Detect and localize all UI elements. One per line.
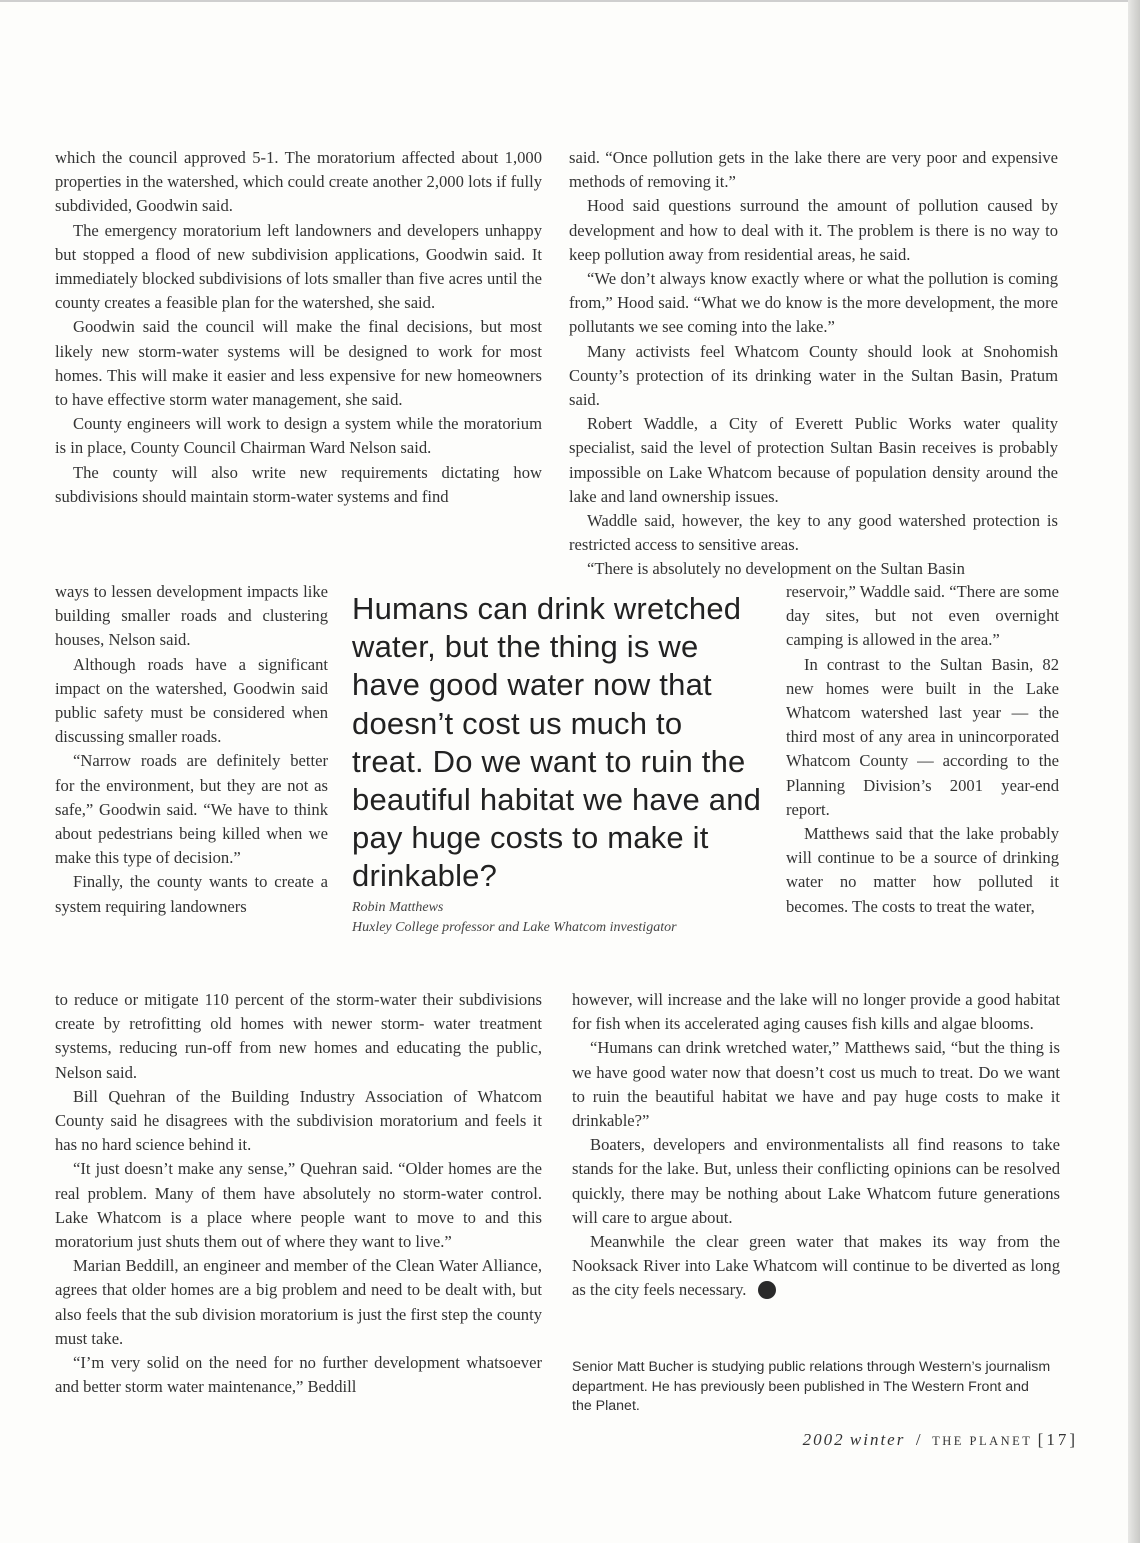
right-column-bottom [572, 988, 1060, 1303]
page-edge-shadow [1128, 0, 1140, 1543]
paragraph: “It just doesn’t make any sense,” Quehran said. “Older homes are the real problem. Many of them have absolutely no storm-water control. Lake Whatcom is a place where people want to move to and this moratorium just shuts them out of where they want to live.” [55, 1159, 542, 1252]
paragraph: reservoir,” Waddle said. “There are some day sites, but not even overnight camping is allowed in the area.” [786, 582, 1059, 650]
paragraph: “There is absolutely no development on the Sultan Basin [587, 559, 965, 579]
folio-page-number: [17] [1037, 1430, 1078, 1449]
paragraph: “I’m very solid on the need for no further development whatsoever and better storm water maintenance,” Beddill [55, 1353, 542, 1397]
paragraph: Waddle said, however, the key to any good watershed protection is restricted access to sensitive areas. [569, 511, 1058, 555]
pull-quote-text: Humans can drink wretched water, but the thing is we have good water now that doesn’t cost us much to treat. Do we want to ruin the beautiful habitat we have and pay huge costs to make it drinkable? [352, 591, 762, 894]
paragraph: Goodwin said the council will make the final decisions, but most likely new storm-water systems will be designed to work for most homes. This will make it easier and less expensive for new homeowners to have effective storm water management, she said. [55, 317, 542, 410]
paragraph-final [572, 1230, 1060, 1303]
folio-season: winter [849, 1430, 906, 1449]
paragraph: Boaters, developers and environmentalists all find reasons to take stands for the lake. But, unless their conflicting opinions can be resolved quickly, there may be nothing about Lake Whatcom future generations will care to argue about. [572, 1135, 1060, 1227]
left-column-top [55, 146, 542, 509]
pull-quote [352, 590, 762, 938]
page-top-border [0, 0, 1140, 2]
paragraph: Matthews said that the lake probably will continue to be a source of drinking water no matter how polluted it becomes. The costs to treat the water, [786, 824, 1059, 916]
pull-quote-attribution-name: Robin Matthews [352, 899, 444, 915]
paragraph: to reduce or mitigate 110 percent of the storm-water their subdivisions create by retrofitting old homes with newer storm- water treatment systems, reducing run-off from new homes and educating the public, Nelson said. [55, 990, 542, 1082]
paragraph: Hood said questions surround the amount of pollution caused by development and how to deal with it. The problem is there is no way to keep pollution away from residential areas, he said. [569, 196, 1058, 264]
paragraph: Although roads have a significant impact on the watershed, Goodwin said public safety must be considered when discussing smaller roads. [55, 654, 328, 747]
paragraph: however, will increase and the lake will no longer provide a good habitat for fish when its accelerated aging causes fish kills and algae blooms. [572, 990, 1060, 1034]
paragraph: Finally, the county wants to create a system requiring landowners [55, 872, 328, 916]
paragraph: The county will also write new requirements dictating how subdivisions should maintain storm-water systems and find [55, 462, 542, 506]
author-bio: Senior Matt Bucher is studying public relations through Western’s journalism department. He has previously been published in The Western Front and the Planet. [572, 1359, 1051, 1414]
planet-logo-end-mark-icon: P [758, 1281, 776, 1299]
right-column-top [569, 146, 1058, 582]
folio-year: 2002 [802, 1430, 845, 1449]
right-column-wrap [786, 580, 1059, 919]
paragraph: “Humans can drink wretched water,” Matthews said, “but the thing is we have good water now that doesn’t cost us much to treat. Do we want to ruin the beautiful habitat we have and pay huge costs to make it drinkable?” [572, 1038, 1060, 1131]
paragraph: ways to lessen development impacts like building smaller roads and clustering houses, Nelson said. [55, 582, 328, 650]
paragraph: “Narrow roads are definitely better for the environment, but they are not as safe,” Goodwin said. “We have to think about pedestrians being killed when we make this type of decision.” [55, 751, 328, 868]
paragraph: said. “Once pollution gets in the lake there are very poor and expensive methods of removing it.” [569, 148, 1058, 192]
left-column-bottom [55, 988, 542, 1399]
folio-magazine-name: THE PLANET [932, 1434, 1033, 1448]
paragraph: Robert Waddle, a City of Everett Public Works water quality specialist, said the level of protection Sultan Basin receives is probably impossible on Lake Whatcom because of population density around the lake and land ownership issues. [569, 414, 1058, 506]
paragraph: Marian Beddill, an engineer and member of the Clean Water Alliance, agrees that older homes are a big problem and need to be dealt with, but also feels that the sub division moratorium is just the first step the county must take. [55, 1256, 542, 1348]
paragraph: Bill Quehran of the Building Industry Association of Whatcom County said he disagrees with the subdivision moratorium and feels it has no hard science behind it. [55, 1086, 542, 1155]
left-column-wrap [55, 580, 328, 919]
final-paragraph-text: Meanwhile the clear green water that makes its way from the Nooksack River into Lake Whatcom will continue to be diverted as long as the city feels necessary. [572, 1232, 1060, 1300]
paragraph: In contrast to the Sultan Basin, 82 new homes were built in the Lake Whatcom watershed last year — the third most of any area in unincorporated Whatcom County — according to the Planning Division’s 2001 year-end report. [786, 654, 1059, 819]
pull-quote-attribution-title: Huxley College professor and Lake Whatcom investigator [352, 919, 677, 935]
paragraph: Many activists feel Whatcom County should look at Snohomish County’s protection of its drinking water in the Sultan Basin, Pratum said. [569, 341, 1058, 410]
paragraph: The emergency moratorium left landowners and developers unhappy but stopped a flood of new subdivision applications, Goodwin said. It immediately blocked subdivisions of lots smaller than five acres until the county creates a feasible plan for the watershed, she said. [55, 220, 542, 313]
paragraph: County engineers will work to design a system while the moratorium is in place, County Council Chairman Ward Nelson said. [55, 414, 542, 458]
page-folio [803, 1430, 1078, 1450]
paragraph: which the council approved 5-1. The moratorium affected about 1,000 properties in the watershed, which could create another 2,000 lots if fully subdivided, Goodwin said. [55, 148, 542, 216]
folio-separator: / [915, 1430, 922, 1449]
paragraph: “We don’t always know exactly where or what the pollution is coming from,” Hood said. “What we do know is the more development, the more pollutants we see coming into the lake.” [569, 269, 1058, 337]
